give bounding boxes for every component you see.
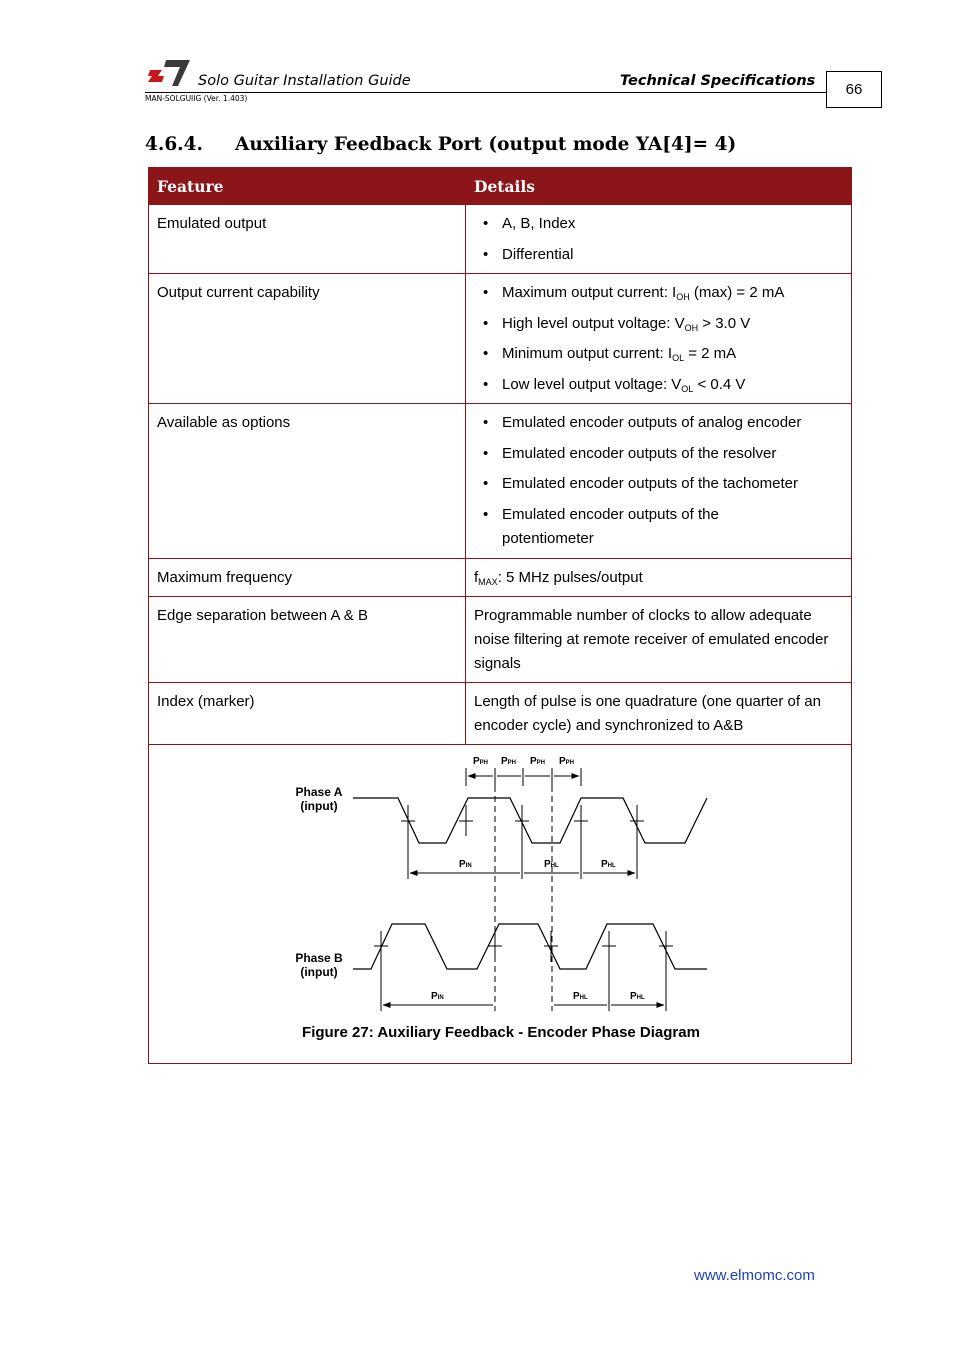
list-item: • Emulated encoder outputs of analog encoder	[474, 411, 843, 436]
details-cell	[466, 274, 852, 404]
figure-cell	[149, 744, 852, 1063]
encoder-phase-diagram	[149, 745, 853, 1063]
table-row	[149, 274, 852, 404]
list-item: • Maximum output current: $I_{OH}$ (max) = 2 mA	[474, 281, 843, 306]
phl-label: PHL	[630, 990, 645, 1002]
phl-label: PHL	[544, 858, 559, 870]
phase-a-label: Phase A	[295, 784, 343, 799]
list-item: • A, B, Index	[474, 212, 843, 237]
list-item: • Emulated encoder outputs of the tachometer	[474, 472, 843, 497]
list-item: • Differential	[474, 243, 843, 268]
list-item: • Emulated encoder outputs of the resolver	[474, 442, 843, 467]
details-cell	[466, 205, 852, 274]
feature-cell: Available as options	[149, 404, 466, 559]
phase-b-sublabel: (input)	[300, 964, 338, 979]
table-row	[149, 558, 852, 596]
phl-label: PHL	[601, 858, 616, 870]
table-row	[149, 404, 852, 559]
feature-cell: Edge separation between A & B	[149, 596, 466, 682]
feature-cell: Emulated output	[149, 205, 466, 274]
phase-b-waveform	[353, 924, 707, 969]
document-version: MAN-SOLGUIIG (Ver. 1.403)	[145, 94, 248, 103]
feature-cell: Output current capability	[149, 274, 466, 404]
table-header-row	[149, 168, 852, 205]
pph-label: PPH	[530, 755, 546, 767]
list-item: • Emulated encoder outputs of the potentiometer	[474, 503, 843, 552]
section-title: Technical Specifications	[620, 73, 816, 89]
details-cell: $f_{MAX}$: 5 MHz pulses/output	[466, 558, 852, 596]
details-cell: Length of pulse is one quadrature (one quarter of an encoder cycle) and synchronized to A&B	[466, 682, 852, 744]
pph-label: PPH	[559, 755, 575, 767]
details-cell	[466, 404, 852, 559]
document-title: Solo Guitar Installation Guide	[198, 73, 411, 89]
elmo-logo-icon	[148, 58, 190, 88]
list-item: • High level output voltage: $V_{OH} > 3.0$ V	[474, 312, 843, 337]
pin-label: PIN	[459, 858, 472, 870]
table-row	[149, 596, 852, 682]
figure-row	[149, 744, 852, 1063]
spec-table	[148, 167, 852, 1064]
feature-cell: Index (marker)	[149, 682, 466, 744]
pin-label: PIN	[431, 990, 444, 1002]
phl-label: PHL	[573, 990, 588, 1002]
header-divider	[145, 92, 827, 93]
details-cell: Programmable number of clocks to allow adequate noise filtering at remote receiver of emulated encoder signals	[466, 596, 852, 682]
column-header-feature: Feature	[149, 168, 466, 205]
table-row	[149, 682, 852, 744]
table-row	[149, 205, 852, 274]
section-number: 4.6.4.	[145, 134, 203, 155]
phase-a-sublabel: (input)	[300, 798, 338, 813]
column-header-details: Details	[466, 168, 852, 205]
pph-label: PPH	[501, 755, 517, 767]
figure-caption: Figure 27: Auxiliary Feedback - Encoder Phase Diagram	[302, 1023, 700, 1041]
list-item: • Minimum output current: $I_{OL} = 2$ mA	[474, 342, 843, 367]
pph-label: PPH	[473, 755, 489, 767]
page-number: 66	[826, 71, 882, 108]
footer-link[interactable]: www.elmomc.com	[694, 1267, 815, 1284]
phase-b-label: Phase B	[295, 950, 343, 965]
section-heading-title: Auxiliary Feedback Port (output mode YA[4]= 4)	[235, 134, 737, 155]
feature-cell: Maximum frequency	[149, 558, 466, 596]
list-item: • Low level output voltage: $V_{OL} < 0.4$ V	[474, 373, 843, 398]
